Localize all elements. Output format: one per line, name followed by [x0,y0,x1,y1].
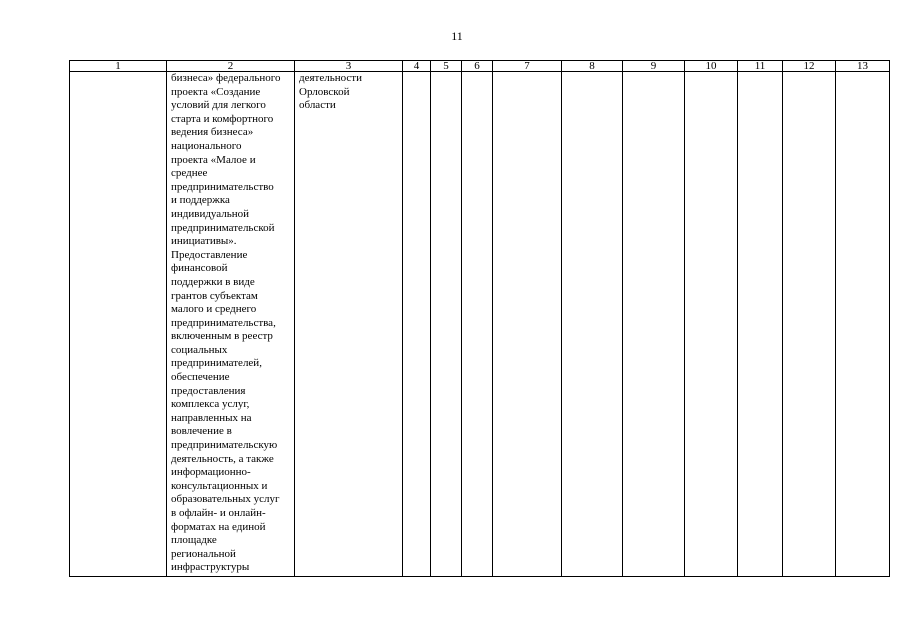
cell-col8 [562,72,623,577]
cell-col9 [623,72,685,577]
cell-col12 [783,72,836,577]
cell-responsible: деятельности Орловской области [295,72,403,577]
page-number: 11 [451,29,463,43]
cell-col5 [431,72,462,577]
column-header: 10 [685,61,738,72]
column-header: 4 [403,61,431,72]
cell-col4 [403,72,431,577]
cell-col13 [836,72,890,577]
cell-col6 [462,72,493,577]
column-header: 12 [783,61,836,72]
header-row [70,61,890,72]
cell-col11 [738,72,783,577]
column-header: 2 [167,61,295,72]
column-header: 5 [431,61,462,72]
table-row [70,72,890,577]
column-header: 11 [738,61,783,72]
data-table [69,60,890,577]
column-header: 1 [70,61,167,72]
column-header: 6 [462,61,493,72]
column-header: 3 [295,61,403,72]
cell-description: бизнеса» федерального проекта «Создание условий для легкого старта и комфортного ведения бизнеса» национального проекта «Малое и среднее предпринимательство и поддержка индивидуальной предпринимательской инициативы». Предоставление финансовой поддержки в виде грантов субъектам малого и среднего предпринимательства, включенным в реестр социальных предпринимателей, обеспечение предоставления комплекса услуг, направленных на вовлечение в предпринимательскую деятельность, а также информационно- консультационных и образовательных услуг в офлайн- и онлайн- форматах на единой площадке региональной инфраструктуры [167,72,295,577]
cell-col1 [70,72,167,577]
cell-col7 [493,72,562,577]
column-header: 8 [562,61,623,72]
cell-col10 [685,72,738,577]
column-header: 9 [623,61,685,72]
column-header: 7 [493,61,562,72]
column-header: 13 [836,61,890,72]
